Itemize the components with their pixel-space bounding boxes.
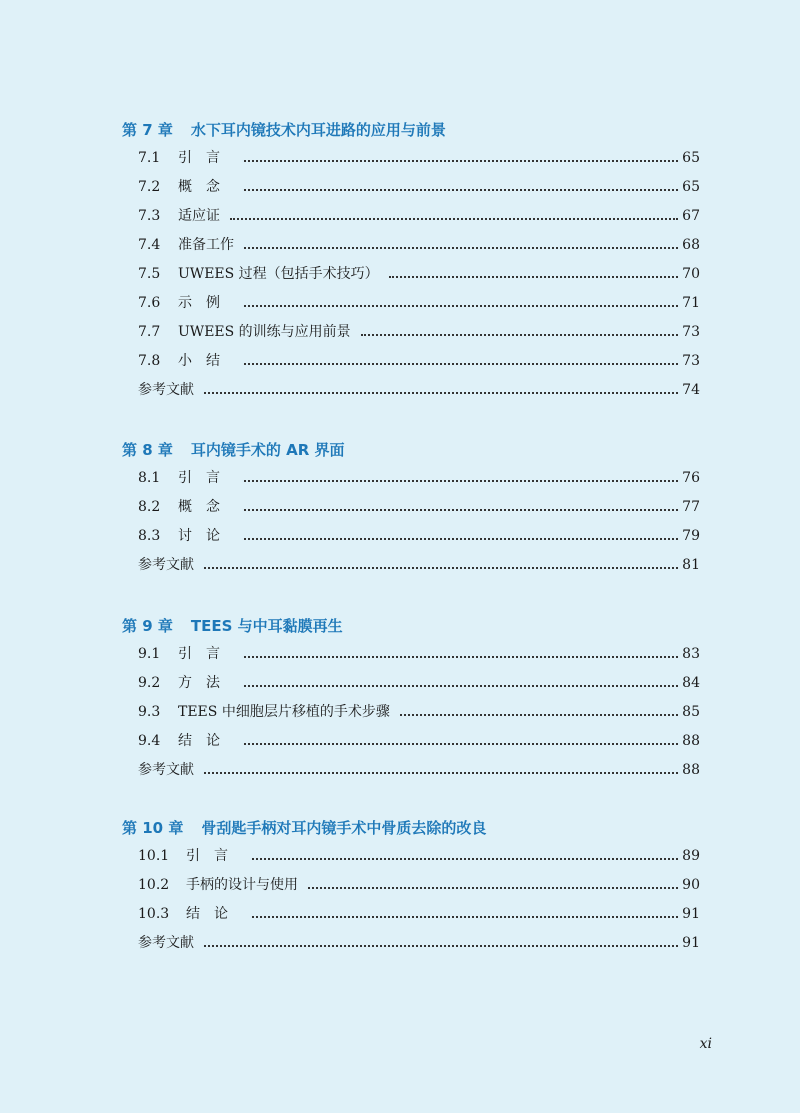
toc-entry[interactable] bbox=[0, 148, 800, 177]
page-reference: 65 bbox=[682, 150, 700, 166]
toc-entry[interactable] bbox=[0, 351, 800, 380]
section-title: 讨论 bbox=[178, 528, 234, 544]
section-number: 7.4 bbox=[138, 237, 161, 253]
section-title: 引言 bbox=[178, 150, 234, 166]
toc-references-entry[interactable] bbox=[0, 555, 800, 584]
section-title: 结论 bbox=[178, 733, 234, 749]
leader-dots bbox=[230, 218, 678, 220]
section-title: 概念 bbox=[178, 179, 234, 195]
section-number: 7.5 bbox=[138, 266, 161, 282]
chapter-heading[interactable] bbox=[122, 616, 343, 636]
section-title: 引言 bbox=[178, 470, 234, 486]
section-title: TEES 中细胞层片移植的手术步骤 bbox=[178, 704, 390, 720]
section-title: 参考文献 bbox=[138, 935, 194, 951]
leader-dots bbox=[389, 276, 678, 278]
section-title: 手柄的设计与使用 bbox=[186, 877, 298, 893]
page-number: xi bbox=[699, 1036, 712, 1052]
section-number: 9.1 bbox=[138, 646, 161, 662]
page-reference: 79 bbox=[682, 528, 700, 544]
page-reference: 70 bbox=[682, 266, 700, 282]
chapter-title: TEES 与中耳黏膜再生 bbox=[190, 617, 343, 635]
toc-entry[interactable] bbox=[0, 468, 800, 497]
section-number: 7.6 bbox=[138, 295, 161, 311]
leader-dots bbox=[244, 685, 678, 687]
leader-dots bbox=[244, 363, 678, 365]
leader-dots bbox=[244, 480, 678, 482]
page-reference: 83 bbox=[682, 646, 700, 662]
chapter-number: 第 9 章 bbox=[122, 617, 173, 635]
toc-references-entry[interactable] bbox=[0, 760, 800, 789]
section-number: 7.3 bbox=[138, 208, 161, 224]
page-reference: 91 bbox=[682, 906, 700, 922]
leader-dots bbox=[308, 887, 678, 889]
leader-dots bbox=[204, 567, 678, 569]
section-title: 参考文献 bbox=[138, 557, 194, 573]
toc-entry[interactable] bbox=[0, 322, 800, 351]
section-number: 9.2 bbox=[138, 675, 161, 691]
toc-entry[interactable] bbox=[0, 235, 800, 264]
page-reference: 91 bbox=[682, 935, 700, 951]
section-title: 概念 bbox=[178, 499, 234, 515]
leader-dots bbox=[244, 305, 678, 307]
page-reference: 84 bbox=[682, 675, 700, 691]
leader-dots bbox=[204, 772, 678, 774]
page-reference: 90 bbox=[682, 877, 700, 893]
section-title: 结论 bbox=[186, 906, 242, 922]
chapter-heading[interactable] bbox=[122, 818, 486, 838]
page-reference: 88 bbox=[682, 733, 700, 749]
section-title: UWEES 过程（包括手术技巧） bbox=[178, 266, 379, 282]
section-number: 10.3 bbox=[138, 906, 170, 922]
section-title: UWEES 的训练与应用前景 bbox=[178, 324, 351, 340]
page-reference: 73 bbox=[682, 324, 700, 340]
toc-entry[interactable] bbox=[0, 673, 800, 702]
section-number: 10.2 bbox=[138, 877, 170, 893]
chapter-number: 第 10 章 bbox=[122, 819, 184, 837]
leader-dots bbox=[361, 334, 678, 336]
section-title: 示例 bbox=[178, 295, 234, 311]
toc-entry[interactable] bbox=[0, 497, 800, 526]
page-reference: 67 bbox=[682, 208, 700, 224]
page-reference: 77 bbox=[682, 499, 700, 515]
toc-entry[interactable] bbox=[0, 731, 800, 760]
toc-entry[interactable] bbox=[0, 293, 800, 322]
section-number: 7.8 bbox=[138, 353, 161, 369]
leader-dots bbox=[244, 743, 678, 745]
page-reference: 73 bbox=[682, 353, 700, 369]
chapter-title: 水下耳内镜技术内耳进路的应用与前景 bbox=[190, 121, 446, 139]
section-title: 准备工作 bbox=[178, 237, 234, 253]
leader-dots bbox=[244, 189, 678, 191]
section-title: 引言 bbox=[186, 848, 242, 864]
section-title: 适应证 bbox=[178, 208, 220, 224]
leader-dots bbox=[244, 247, 678, 249]
leader-dots bbox=[204, 392, 678, 394]
section-number: 9.4 bbox=[138, 733, 161, 749]
page-reference: 65 bbox=[682, 179, 700, 195]
leader-dots bbox=[244, 160, 678, 162]
page-reference: 89 bbox=[682, 848, 700, 864]
toc-entry[interactable] bbox=[0, 264, 800, 293]
toc-entry[interactable] bbox=[0, 846, 800, 875]
toc-references-entry[interactable] bbox=[0, 380, 800, 409]
page-reference: 81 bbox=[682, 557, 700, 573]
section-number: 7.7 bbox=[138, 324, 161, 340]
leader-dots bbox=[244, 656, 678, 658]
chapter-title: 骨刮匙手柄对耳内镜手术中骨质去除的改良 bbox=[201, 819, 487, 837]
page-reference: 68 bbox=[682, 237, 700, 253]
toc-entry[interactable] bbox=[0, 875, 800, 904]
page-reference: 85 bbox=[682, 704, 700, 720]
section-number: 7.1 bbox=[138, 150, 161, 166]
section-title: 引言 bbox=[178, 646, 234, 662]
section-number: 10.1 bbox=[138, 848, 170, 864]
leader-dots bbox=[252, 916, 678, 918]
section-title: 参考文献 bbox=[138, 382, 194, 398]
toc-references-entry[interactable] bbox=[0, 933, 800, 962]
toc-entry[interactable] bbox=[0, 526, 800, 555]
chapter-heading[interactable] bbox=[122, 120, 446, 140]
page-reference: 88 bbox=[682, 762, 700, 778]
chapter-heading[interactable] bbox=[122, 440, 345, 460]
leader-dots bbox=[252, 858, 678, 860]
section-title: 小结 bbox=[178, 353, 234, 369]
section-number: 7.2 bbox=[138, 179, 161, 195]
chapter-number: 第 7 章 bbox=[122, 121, 173, 139]
leader-dots bbox=[244, 538, 678, 540]
page-reference: 76 bbox=[682, 470, 700, 486]
section-number: 8.2 bbox=[138, 499, 161, 515]
section-title: 参考文献 bbox=[138, 762, 194, 778]
leader-dots bbox=[204, 945, 678, 947]
toc-entry[interactable] bbox=[0, 177, 800, 206]
toc-entry[interactable] bbox=[0, 644, 800, 673]
leader-dots bbox=[400, 714, 678, 716]
section-title: 方法 bbox=[178, 675, 234, 691]
chapter-number: 第 8 章 bbox=[122, 441, 173, 459]
toc-entry[interactable] bbox=[0, 206, 800, 235]
toc-entry[interactable] bbox=[0, 702, 800, 731]
chapter-title: 耳内镜手术的 AR 界面 bbox=[190, 441, 345, 459]
page-reference: 71 bbox=[682, 295, 700, 311]
section-number: 8.3 bbox=[138, 528, 161, 544]
leader-dots bbox=[244, 509, 678, 511]
section-number: 9.3 bbox=[138, 704, 161, 720]
toc-entry[interactable] bbox=[0, 904, 800, 933]
section-number: 8.1 bbox=[138, 470, 161, 486]
page-reference: 74 bbox=[682, 382, 700, 398]
